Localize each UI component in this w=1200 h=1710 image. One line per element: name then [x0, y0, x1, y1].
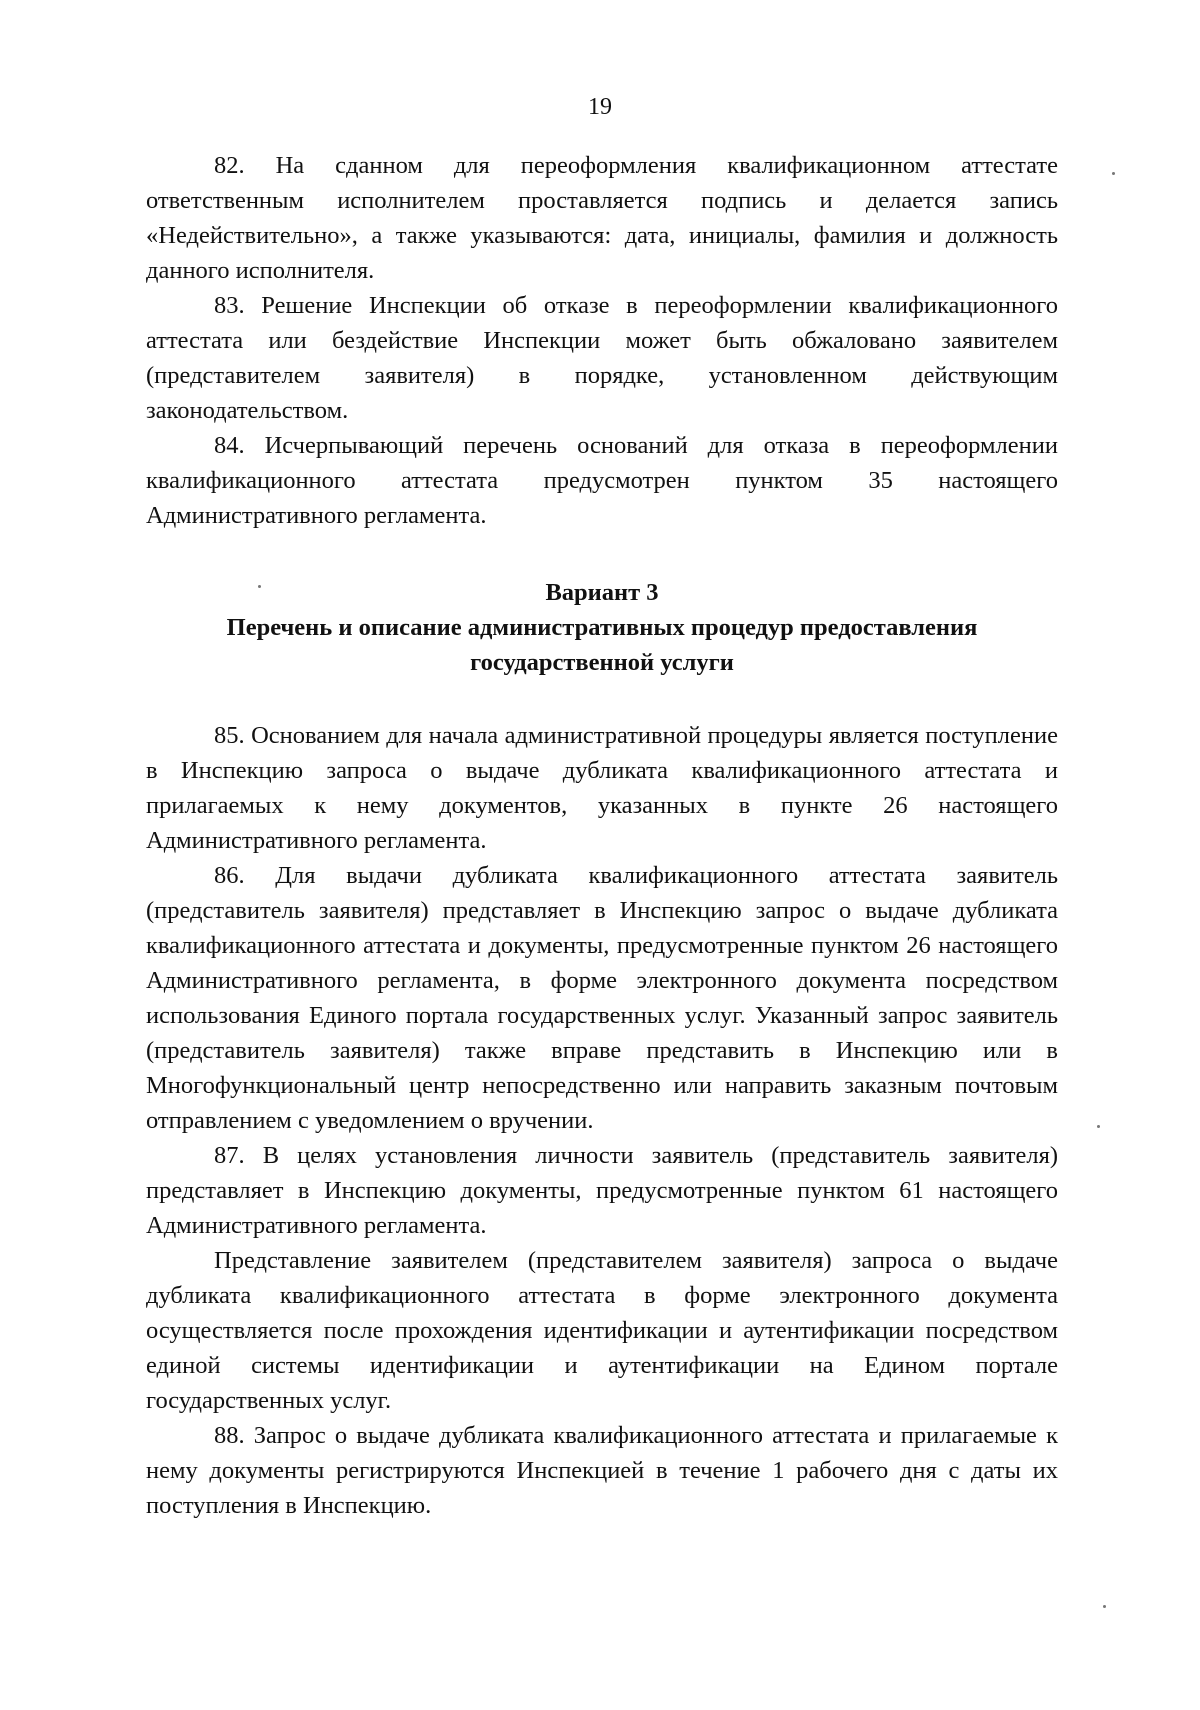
- top-paragraphs: [146, 148, 1058, 533]
- paragraph-88: 88. Запрос о выдаче дубликата квалификационного аттестата и прилагаемые к нему документы регистрируются Инспекцией в течение 1 рабочего дня с даты их поступления в Инспекцию.: [146, 1422, 1058, 1519]
- paragraph-84: 84. Исчерпывающий перечень оснований для отказа в переоформлении квалификационного аттестата предусмотрен пунктом 35 настоящего Административного регламента.: [146, 432, 1058, 529]
- page-number: 19: [588, 94, 612, 120]
- section-title: Вариант 3: [545, 579, 659, 606]
- paragraph-87-continuation: Представление заявителем (представителем заявителя) запроса о выдаче дубликата квалификационного аттестата в форме электронного документа осуществляется после прохождения идентификации и аутентификации посредством единой системы идентификации и аутентификации на Едином портале государственных услуг.: [146, 1247, 1058, 1414]
- bottom-paragraphs: [146, 718, 1058, 1523]
- paragraph-83: 83. Решение Инспекции об отказе в переоформлении квалификационного аттестата или бездействие Инспекции может быть обжаловано заявителем (представителем заявителя) в порядке, установленном действующим законодательством.: [146, 292, 1058, 424]
- paragraph-86: 86. Для выдачи дубликата квалификационного аттестата заявитель (представитель заявителя) представляет в Инспекцию запрос о выдаче дубликата квалификационного аттестата и документы, предусмотренные пунктом 26 настоящего Административного регламента, в форме электронного документа посредством использования Единого портала государственных услуг. Указанный запрос заявитель (представитель заявителя) также вправе представить в Инспекцию или в Многофункциональный центр непосредственно или направить заказным почтовым отправлением с уведомлением о вручении.: [146, 862, 1058, 1134]
- paragraph-85: 85. Основанием для начала административной процедуры является поступление в Инспекцию запроса о выдаче дубликата квалификационного аттестата и прилагаемых к нему документов, указанных в пункте 26 настоящего Административного регламента.: [146, 722, 1058, 854]
- section-heading: [146, 575, 1058, 680]
- paragraph-82: 82. На сданном для переоформления квалификационном аттестате ответственным исполнителем проставляется подпись и делается запись «Недействительно», а также указываются: дата, инициалы, фамилия и должность данного исполнителя.: [146, 152, 1058, 284]
- scan-speck: [1097, 1125, 1100, 1128]
- scan-speck: [258, 585, 261, 588]
- paragraph-87: 87. В целях установления личности заявитель (представитель заявителя) представляет в Инспекцию документы, предусмотренные пунктом 61 настоящего Административного регламента.: [146, 1142, 1058, 1239]
- scan-speck: [1112, 172, 1115, 175]
- scan-speck: [1103, 1605, 1106, 1608]
- section-subtitle: Перечень и описание административных процедур предоставления государственной услуги: [226, 614, 978, 676]
